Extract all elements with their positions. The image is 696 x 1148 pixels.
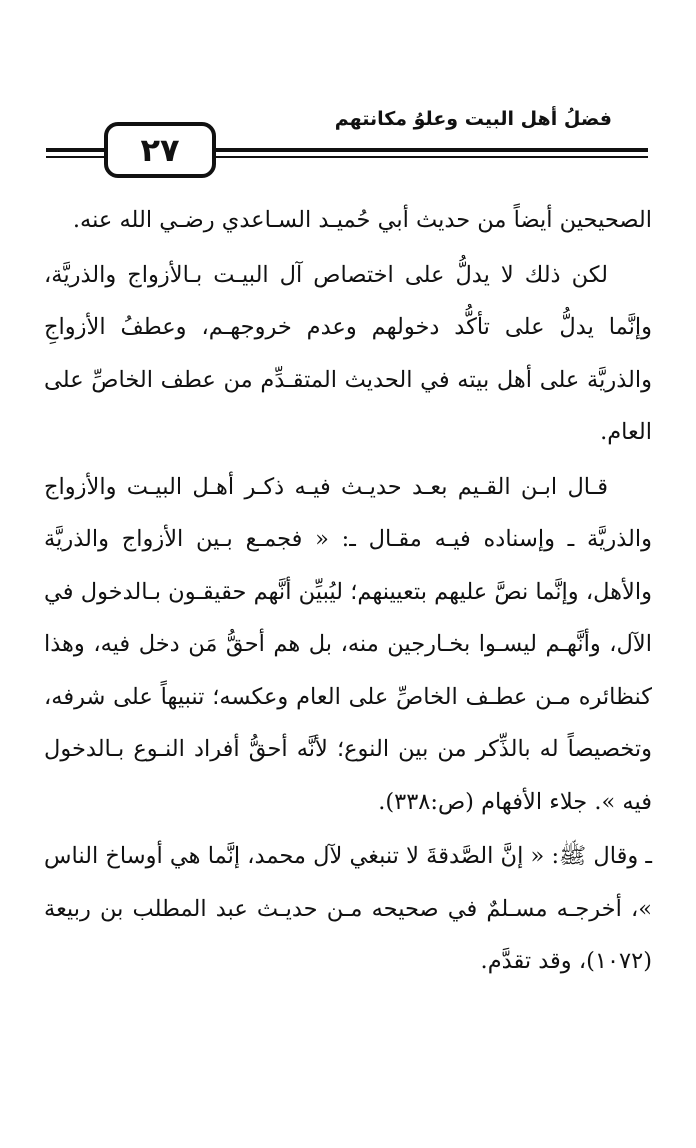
paragraph-1: الصحيحين أيضاً من حديث أبي حُميـد السـاعدي رضـي الله عنه. bbox=[72, 207, 652, 233]
paragraph-3: قـال ابـن القـيم بعـد حديـث فيـه ذكـر أهـل البيـت والأزواج والذريَّة ـ وإسناده فيـه مقـال ـ: « فجمـع بـين الأزواج والذريَّة والأهل، وإنَّما نصَّ عليهم بتعيينهم؛ ليُبيِّن أنَّهم حقيقـون بـالدخول في الآل، وأنَّهـم ليسـوا بخـارجين منه، بل هم أحقُّ مَن دخل فيه، وهذا كنظائره مـن عطـف الخاصِّ على العام وعكسه؛ تنبيهاً على شرفه، وتخصيصاً له بالذِّكر من بين النوع؛ لأنَّه أحقُّ أفراد النـوع بـالدخول فيه ». جلاء الأفهام (ص:٣٣٨). bbox=[44, 473, 652, 815]
page-body bbox=[44, 194, 652, 988]
running-title: فضلُ أهل البيت وعلوُ مكانتهم bbox=[334, 108, 612, 130]
page-header bbox=[38, 100, 650, 180]
paragraph-2: لكن ذلك لا يدلُّ على اختصاص آل البيـت بـالأزواج والذريَّة، وإنَّما يدلُّ على تأكُّد دخولهم وعدم خروجهـم، وعطفُ الأزواجِ والذريَّة على أهل بيته في الحديث المتقـدِّم من عطف الخاصِّ على العام. bbox=[44, 261, 652, 445]
page-number: ٢٧ bbox=[104, 122, 216, 178]
paragraph-4: ـ وقال ﷺ: « إنَّ الصَّدقةَ لا تنبغي لآل محمد، إنَّما هي أوساخ الناس »، أخرجـه مسـلمٌ في صحيحه مـن حديـث عبد المطلب بن ربيعة (١٠٧٢)، وقد تقدَّم. bbox=[44, 843, 652, 974]
